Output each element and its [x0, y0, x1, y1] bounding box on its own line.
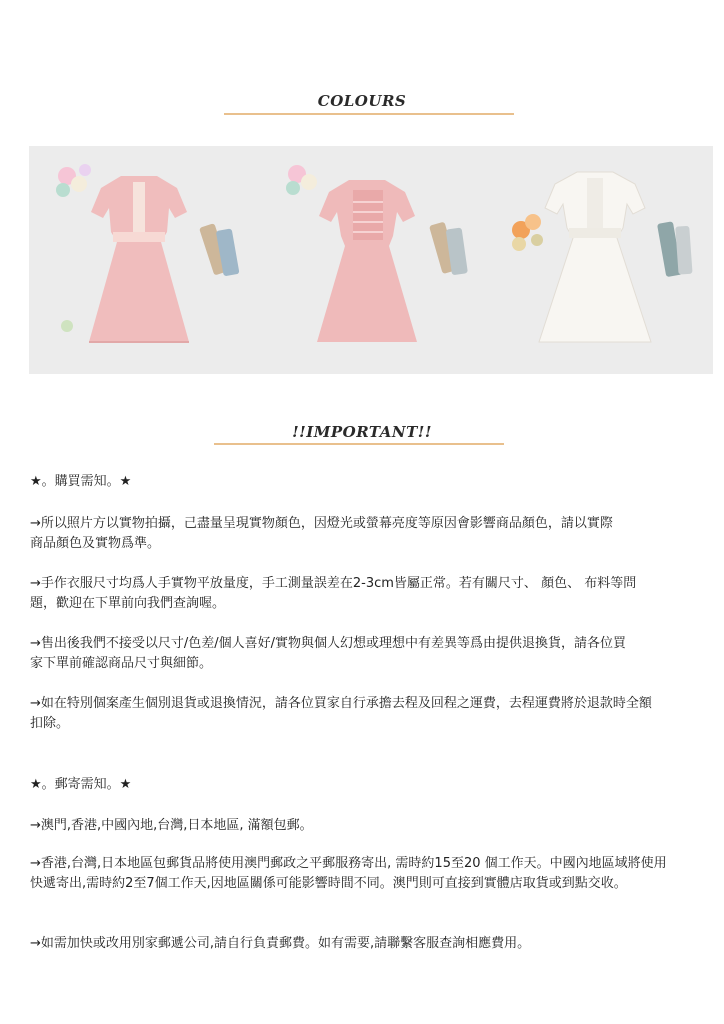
purchase-notice-title: ★。購買需知。★ — [30, 474, 132, 489]
pink-dress-back-photo — [257, 146, 485, 374]
purchase-item-1 — [30, 514, 622, 554]
white-dress-front-photo — [485, 146, 713, 374]
shipping-notice-title: ★。郵寄需知。★ — [30, 777, 132, 792]
colours-underline — [224, 113, 514, 115]
notice-text: →如需加快或改用別家郵遞公司,請自行負責郵費。如有需要,請聯繫客服查詢相應費用。 — [30, 936, 531, 951]
notice-text: →香港,台灣,日本地區包郵貨品將使用澳門郵政之平郵服務寄出, 需時約15至20 個工作天。中國內地區域將使用快遞寄出,需時約2至7個工作天,因地區關係可能影響時間不同。澳門則可直接到實體店取貨或到點交收。 — [30, 856, 667, 891]
important-underline — [214, 443, 504, 445]
shipping-item-3 — [30, 934, 670, 954]
shipping-notice — [30, 775, 670, 795]
important-heading: !!IMPORTANT!! — [292, 423, 432, 441]
notice-text: →如在特別個案產生個別退貨或退換情況，請各位買家自行承擔去程及回程之運費，去程運費將於退款時全額扣除。 — [30, 696, 652, 731]
notice-text: →售出後我們不接受以尺寸/色差/個人喜好/實物與個人幻想或理想中有差異等爲由提供退換貨，請各位買家下單前確認商品尺寸與細節。 — [30, 636, 627, 671]
pink-dress-front-image — [29, 146, 257, 374]
pink-dress-back-image — [257, 146, 485, 374]
pink-dress-front-photo — [29, 146, 257, 374]
purchase-item-3 — [30, 634, 630, 674]
colours-heading: COLOURS — [317, 92, 407, 110]
shipping-item-2 — [30, 854, 670, 894]
notice-text: →手作衣服尺寸均爲人手實物平放量度，手工測量誤差在2-3cm皆屬正常。若有關尺寸、 顏色、 布料等問題，歡迎在下單前向我們查詢喔。 — [30, 576, 637, 611]
purchase-item-2 — [30, 574, 655, 614]
notice-text: →所以照片方以實物拍攝，己盡量呈現實物顏色，因燈光或螢幕亮度等原因會影響商品顏色，請以實際商品顏色及實物爲準。 — [30, 516, 613, 551]
notice-text: →澳門,香港,中國內地,台灣,日本地區, 滿額包郵。 — [30, 818, 313, 833]
purchase-item-4 — [30, 694, 655, 734]
purchase-notice — [30, 472, 670, 492]
shipping-item-1 — [30, 816, 670, 836]
white-dress-front-image — [485, 146, 713, 374]
